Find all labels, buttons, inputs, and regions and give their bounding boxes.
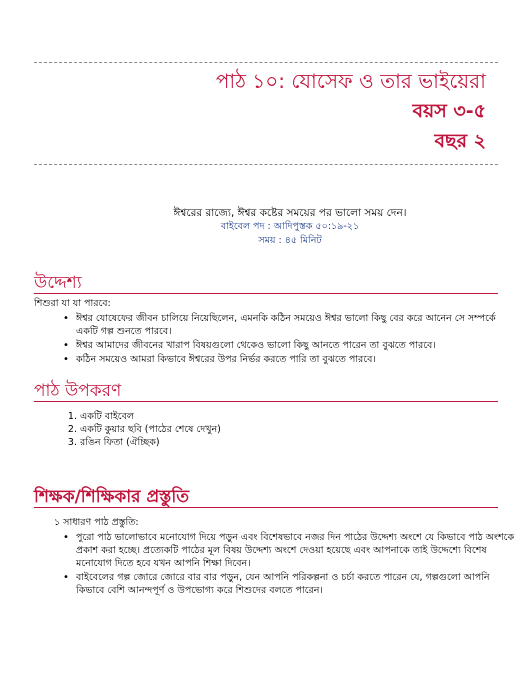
list-item: • ঈশ্বর যোষেফের জীবন চালিয়ে নিয়েছিলেন, এমনকি কঠিন সময়েও ঈশ্বর ভালো কিছু বের করে আনেন সে সম্পর্কে একটি গল্প শুনতে পারবে।	[76, 312, 516, 338]
list-item: 3. রঙিন ফিতা (ঐচ্ছিক)	[80, 436, 221, 449]
preparation-heading: শিক্ষক/শিক্ষিকার প্রস্তুতি	[34, 487, 189, 507]
objectives-heading: উদ্দেশ্য	[34, 273, 82, 293]
preparation-underline	[34, 507, 498, 508]
bottom-divider	[34, 164, 498, 165]
lesson-intro	[120, 206, 460, 248]
materials-heading: পাঠ উপকরণ	[34, 381, 122, 401]
age-range: বয়স ৩-৫	[412, 100, 486, 122]
objectives-list	[62, 312, 516, 367]
list-item: • কঠিন সময়েও আমরা কিভাবে ঈশ্বরের উপর নির্ভর করতে পারি তা বুঝতে পারবে।	[76, 353, 516, 366]
curriculum-year: বছর ২	[434, 130, 486, 152]
materials-underline	[34, 401, 498, 402]
list-item: • বাইবেলের গল্প জোরে জোরে বার বার পড়ুন, যেন আপনি পরিকল্পনা ও চর্চা করতে পারেন যে, গল্পগুলো আপনি কিভাবে বেশি আনন্দপূর্ণ ও উপভোগ্য করে শিশুদের বলতে পারেন।	[76, 571, 516, 597]
list-item: • পুরো পাঠ ভালোভাবে মনোযোগ দিয়ে পড়ুন এবং বিশেষভাবে নজর দিন পাঠের উদ্দেশ্য অংশে যে কিভাবে পাঠ অংশকে প্রকাশ করা হচ্ছে। প্রত্যেকটি পাঠের মূল বিষয় উদ্দেশ্য অংশে দেওয়া হয়েছে এবং আপনাকে তাই উদ্দেশ্যে বিশেষ মনোযোগ দিতে হবে যখন আপনি শিক্ষা দিবেন।	[76, 531, 516, 570]
top-divider	[34, 62, 498, 63]
list-item: 1. একটি বাইবেল	[80, 410, 221, 423]
lesson-title: পাঠ ১০: যোসেফ ও তার ভাইয়েরা	[215, 69, 486, 93]
list-item: 2. একটি কুয়ার ছবি (পাঠের শেষে দেখুন)	[80, 423, 221, 436]
preparation-subheading: ১ সাধারণ পাঠ প্রস্তুতি:	[54, 517, 139, 528]
lesson-header	[216, 66, 486, 156]
list-item: • ঈশ্বর আমাদের জীবনের খারাপ বিষয়গুলো থেকেও ভালো কিছু আনতে পারেন তা বুঝতে পারবে।	[76, 339, 516, 352]
bible-verse: বাইবেল পদ : আদিপুস্তক ৫০:১৯-২১	[220, 221, 360, 232]
objectives-lead: শিশুরা যা যা পারবে:	[34, 298, 111, 309]
preparation-list	[62, 531, 516, 598]
objectives-underline	[34, 293, 498, 294]
materials-list	[64, 410, 221, 449]
lesson-duration: সময় : ৪৫ মিনিট	[258, 235, 322, 246]
lesson-theme: ঈশ্বরের রাজ্যে, ঈশ্বর কষ্টের সময়ের পর ভালো সময় দেন।	[173, 207, 407, 219]
